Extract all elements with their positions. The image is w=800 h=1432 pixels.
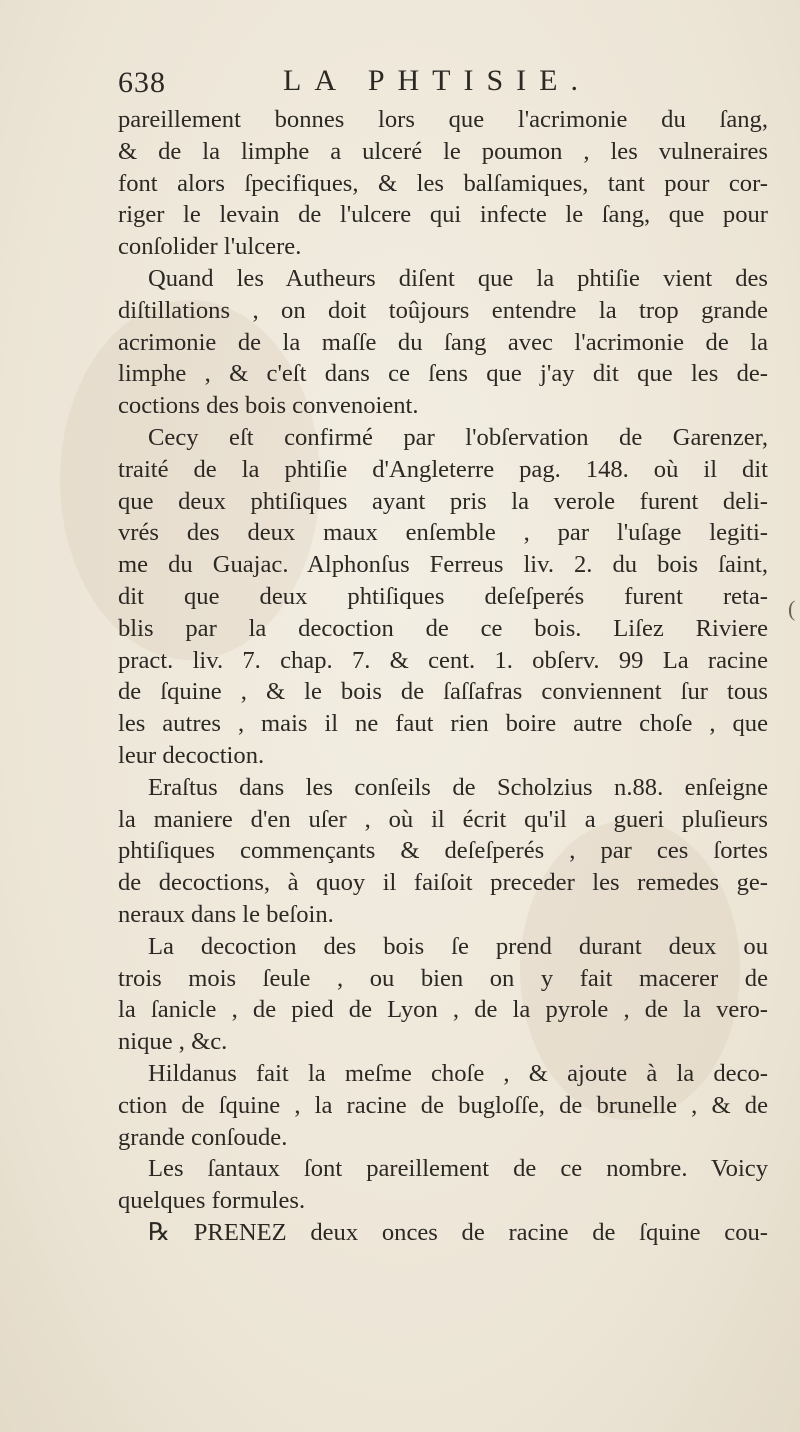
text-line: Eraſtus dans les conſeils de Scholzius n.88. enſeigne [148, 773, 768, 801]
text-line: phtiſiques commençants & deſeſperés , par ces ſortes [118, 837, 768, 865]
running-title: LA PHTISIE. [283, 64, 591, 97]
page-number: 638 [118, 66, 166, 99]
text-line: quelques formules. [118, 1187, 306, 1215]
text-line: dit que deux phtiſiques deſeſperés furent reta- [118, 582, 768, 610]
text-line: ℞ PRENEZ deux onces de racine de ſquine cou- [148, 1218, 768, 1246]
text-line: nique , &c. [118, 1028, 228, 1056]
text-line: ction de ſquine , la racine de bugloſſe, de brunelle , & de [118, 1091, 768, 1119]
text-line: la ſanicle , de pied de Lyon , de la pyrole , de la vero- [118, 996, 768, 1024]
text-line: que deux phtiſiques ayant pris la verole furent deli- [118, 487, 768, 515]
body-text [118, 104, 768, 1249]
text-line: Hildanus fait la meſme choſe , & ajoute à la deco- [148, 1059, 768, 1087]
text-line: trois mois ſeule , ou bien on y fait macerer de [118, 964, 768, 992]
text-line: neraux dans le beſoin. [118, 900, 334, 928]
text-line: font alors ſpecifiques, & les balſamiques, tant pour cor- [118, 169, 768, 197]
text-line: pract. liv. 7. chap. 7. & cent. 1. obſerv. 99 La racine [118, 646, 768, 674]
text-line: coctions des bois convenoient. [118, 392, 419, 420]
text-line: la maniere d'en uſer , où il écrit qu'il a gueri pluſieurs [118, 805, 768, 833]
margin-mark: ( [788, 596, 796, 621]
page-header [118, 62, 758, 102]
text-line: de decoctions, à quoy il faiſoit preceder les remedes ge- [118, 869, 768, 897]
text-line: blis par la decoction de ce bois. Liſez Riviere [118, 614, 768, 642]
text-line: diſtillations , on doit toûjours entendre la trop grande [118, 296, 768, 324]
text-line: grande conſoude. [118, 1123, 288, 1151]
text-line: conſolider l'ulcere. [118, 233, 302, 261]
text-line: traité de la phtiſie d'Angleterre pag. 148. où il dit [118, 455, 768, 483]
text-line: les autres , mais il ne faut rien boire autre choſe , que [118, 710, 768, 738]
text-line: La decoction des bois ſe prend durant deux ou [148, 932, 768, 960]
text-line: vrés des deux maux enſemble , par l'uſage legiti- [118, 519, 768, 547]
text-line: riger le levain de l'ulcere qui infecte le ſang, que pour [118, 201, 768, 229]
text-line: leur decoction. [118, 741, 265, 769]
text-line: limphe , & c'eſt dans ce ſens que j'ay dit que les de- [118, 360, 768, 388]
text-line: de ſquine , & le bois de ſaſſafras conviennent ſur tous [118, 678, 768, 706]
text-line: acrimonie de la maſſe du ſang avec l'acrimonie de la [118, 328, 768, 356]
text-line: pareillement bonnes lors que l'acrimonie du ſang, [118, 106, 768, 133]
text-line: Quand les Autheurs diſent que la phtiſie vient des [148, 264, 768, 292]
text-line: & de la limphe a ulceré le poumon , les vulneraires [118, 137, 768, 165]
text-line: me du Guajac. Alphonſus Ferreus liv. 2. du bois ſaint, [118, 551, 768, 579]
text-line: Les ſantaux ſont pareillement de ce nombre. Voicy [148, 1155, 768, 1183]
text-line: Cecy eſt confirmé par l'obſervation de Garenzer, [148, 423, 768, 451]
